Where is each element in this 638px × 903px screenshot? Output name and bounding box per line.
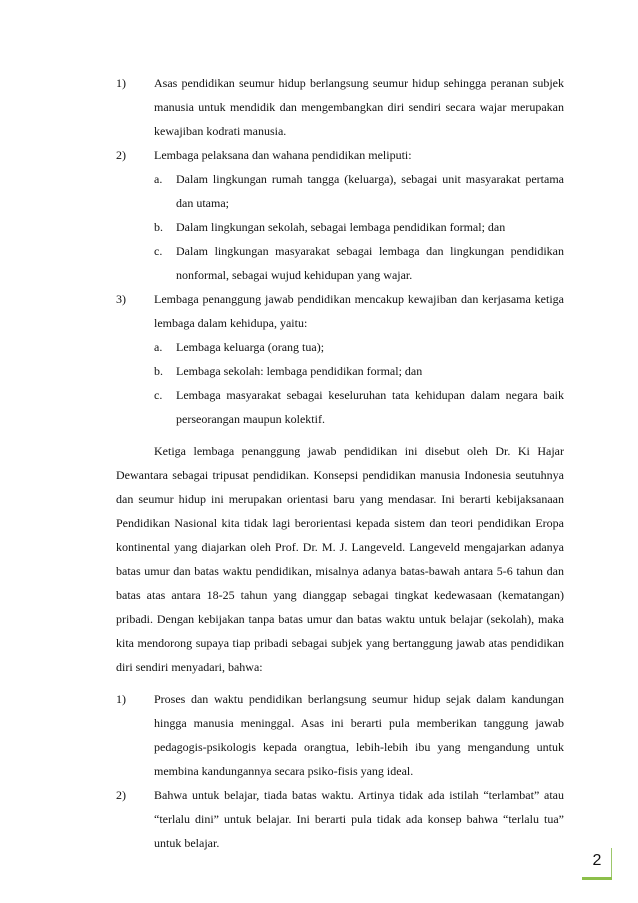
sub-item-text: Dalam lingkungan sekolah, sebagai lembaga pendidikan formal; dan	[176, 220, 506, 234]
list2-item-2	[116, 783, 564, 855]
sub-item-text: Lembaga masyarakat sebagai keseluruhan tata kehidupan dalam negara baik perseorangan maupun kolektif.	[176, 388, 564, 426]
body-paragraph: Ketiga lembaga penanggung jawab pendidikan ini disebut oleh Dr. Ki Hajar Dewantara sebagai tripusat pendidikan. Konsepsi pendidikan manusia Indonesia seutuhnya dan seumur hidup ini merupakan orientasi baru yang mendasar. Ini berarti kebijaksanaan Pendidikan Nasional kita tidak lagi berorientasi kepada sistem dan teori pendidikan Eropa kontinental yang diajarkan oleh Prof. Dr. M. J. Langeveld. Langeveld mengajarkan adanya batas umur dan batas waktu pendidikan, misalnya adanya batas-bawah antara 5-6 tahun dan batas atas antara 18-25 tahun yang dianggap sebagai tingkat kedewasaan (kematangan) pribadi. Dengan kebijakan tanpa batas umur dan batas waktu untuk belajar (sekolah), maka kita mendorong supaya tiap pribadi sebagai subjek yang bertanggung jawab atas pendidikan diri sendiri menyadari, bahwa:	[116, 444, 564, 674]
sub-item-text: Dalam lingkungan rumah tangga (keluarga), sebagai unit masyarakat pertama dan utama;	[176, 172, 564, 210]
sub-item-3b	[154, 359, 564, 383]
sub-label: b.	[154, 220, 163, 234]
sub-item-2b	[154, 215, 564, 239]
list-item-text: Proses dan waktu pendidikan berlangsung seumur hidup sejak dalam kandungan hingga manusia meninggal. Asas ini berarti pula memberikan tanggung jawab pedagogis-psikologis kepada orangtua, lebih-lebih ibu yang mengandung untuk membina kandungannya secara psiko-fisis yang ideal.	[154, 692, 564, 778]
list-number: 3)	[116, 292, 126, 306]
list-item-1	[116, 71, 564, 143]
list-item-text: Bahwa untuk belajar, tiada batas waktu. Artinya tidak ada istilah “terlambat” atau “terlalu dini” untuk belajar. Ini berarti pula tidak ada konsep bahwa “terlalu tua” untuk belajar.	[154, 788, 564, 850]
sub-item-2a	[154, 167, 564, 215]
list-item-text: Lembaga penanggung jawab pendidikan mencakup kewajiban dan kerjasama ketiga lembaga dalam kehidupa, yaitu:	[154, 292, 564, 330]
page-number: 2	[592, 852, 602, 869]
sub-label: c.	[154, 244, 163, 258]
list-item-2	[116, 143, 564, 167]
list-number: 1)	[116, 76, 126, 90]
list-item-3	[116, 287, 564, 335]
list-item-text: Lembaga pelaksana dan wahana pendidikan meliputi:	[154, 148, 412, 162]
sub-item-3a	[154, 335, 564, 359]
list2-item-1	[116, 687, 564, 783]
sub-item-text: Lembaga sekolah: lembaga pendidikan formal; dan	[176, 364, 423, 378]
sub-label: a.	[154, 340, 163, 354]
sub-label: a.	[154, 172, 163, 186]
list-number: 2)	[116, 788, 126, 802]
list-item-text: Asas pendidikan seumur hidup berlangsung seumur hidup sehingga peranan subjek manusia untuk mendidik dan mengembangkan diri sendiri secara wajar merupakan kewajiban kodrati manusia.	[154, 76, 564, 138]
sub-item-3c	[154, 383, 564, 431]
sub-item-text: Dalam lingkungan masyarakat sebagai lembaga dan lingkungan pendidikan nonformal, sebagai wujud kehidupan yang wajar.	[176, 244, 564, 282]
list-number: 2)	[116, 148, 126, 162]
page-number-underline	[582, 877, 612, 880]
sub-item-text: Lembaga keluarga (orang tua);	[176, 340, 325, 354]
sub-label: c.	[154, 388, 163, 402]
list-number: 1)	[116, 692, 126, 706]
sub-label: b.	[154, 364, 163, 378]
sub-item-2c	[154, 239, 564, 287]
document-body	[116, 71, 564, 855]
